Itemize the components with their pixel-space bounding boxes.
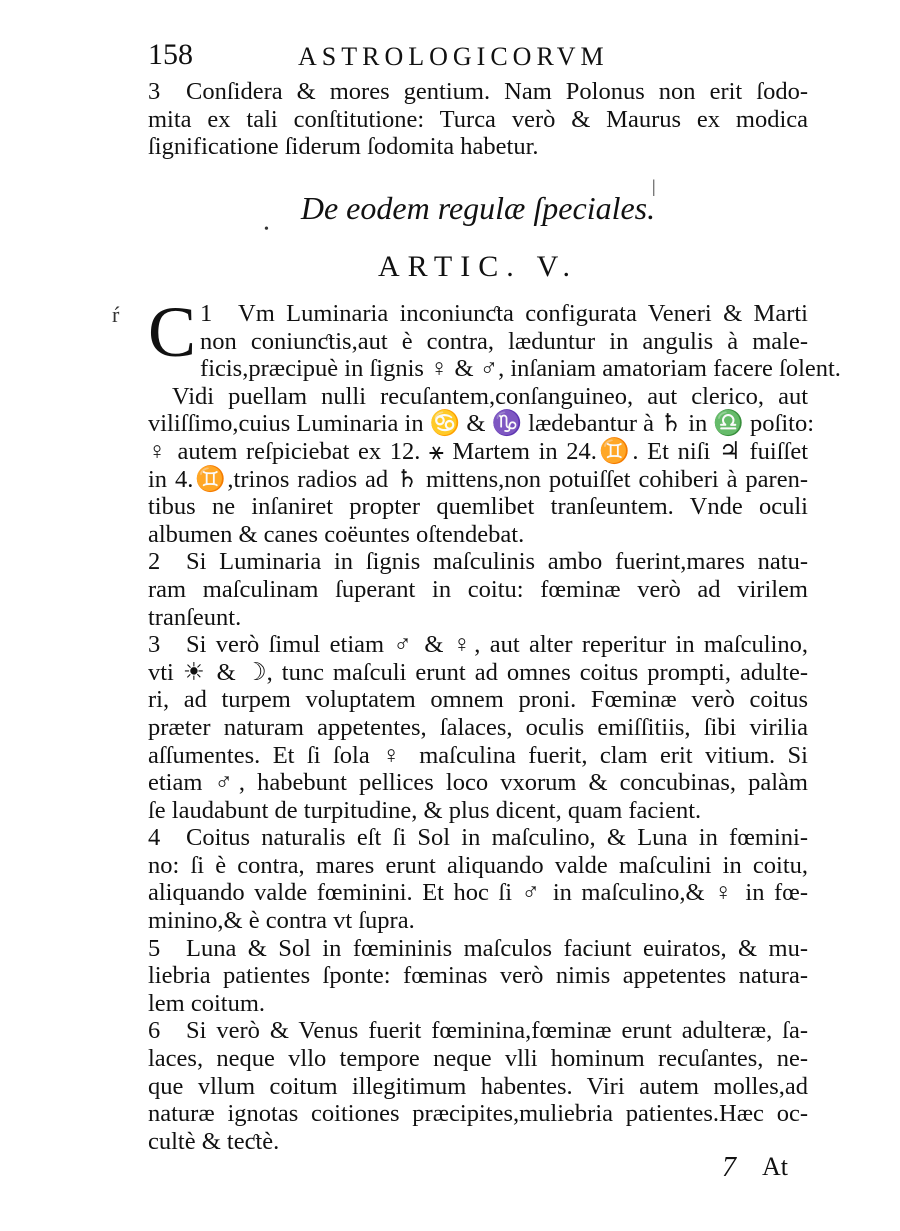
text-line: 5 Luna & Sol in fœmininis maſculos faciunt euiratos, & mu- [148,934,808,962]
text-line: 1 C Vm Luminaria inconiunƈta configurata Veneri & Marti [148,292,808,372]
paragraph-number: 5 [148,934,161,962]
text-line: liebria patientes ſponte: fœminas verò nimis appetentes natura- [148,962,808,990]
text-line: tibus ne inſaniret propter quemlibet tranſeuntem. Vnde oculi [148,493,808,521]
paragraph-number: 1 [200,300,213,327]
paragraph-3 [148,631,808,824]
paragraph-number: 3 [148,631,161,659]
section-title: De eodem regulæ ſpeciales. [300,190,656,226]
text-line: cultè & teƈtè. [148,1127,280,1155]
paragraph-number: 2 [148,548,161,576]
text-line: 2 Si Luminaria in ſignis maſculinis ambo fuerint,mares natu- [148,548,808,576]
text-line: ♀ autem reſpiciebat ex 12. ⚹ Martem in 24.♊. Et niſi ♃ fuiſſet [148,437,808,465]
paragraph-5 [148,935,808,1018]
text-line: albumen & canes coëuntes oſtendebat. [148,520,525,548]
paragraph-1 [148,292,841,548]
paragraph-6 [148,1017,808,1155]
ink-speck: • [264,222,269,237]
text-line: præter naturam appetentes, ſalaces, oculis emiſſitiis, ſibi virilia [148,713,808,741]
page-header [148,38,808,78]
text-line: laces, neque vllo tempore neque vlli hominum recuſantes, ne- [148,1045,808,1073]
text-line: tranſeunt. [148,603,242,631]
text-line: vti ☀ & ☽, tunc maſculi erunt ad omnes coitus prompti, adulte- [148,658,808,686]
text-line: ram maſculinam ſuperant in coitu: fœminæ verò ad virilem [148,575,808,603]
text-line: viliſſimo,cuius Luminaria in ♋ & ♑ lædebantur à ♄ in ♎ poſito: [148,410,815,438]
text-line: ſe laudabunt de turpitudine, & plus dicent, quam facient. [148,796,702,824]
running-head: ASTROLOGICORVM [298,42,609,71]
text-line: aſſumentes. Et ſi ſola ♀ maſculina fuerit, clam erit vitium. Si [148,741,808,769]
catchword: At [762,1152,788,1181]
text-line: no: ſi è contra, mares erunt aliquando valde maſculini in coitu, [148,851,808,879]
text-line: Vidi puellam nulli recuſantem,conſanguineo, aut clerico, aut [172,382,808,410]
text-line: ri, ad turpem voluptatem omnem proni. Fœminæ verò coitus [148,686,808,714]
text-line: 3 Conſidera & mores gentium. Nam Polonus non erit ſodo- [148,78,808,105]
article-body [148,292,841,1155]
paragraph-4 [148,824,808,934]
intro-paragraph [148,78,808,161]
signature-number: 7 [722,1152,736,1183]
text-line: 6 Si verò & Venus fuerit fœminina,fœminæ erunt adulteræ, ſa- [148,1017,808,1045]
text-line: aliquando valde fœminini. Et hoc ſi ♂ in maſculino,& ♀ in fœ- [148,879,808,907]
text-line: ſignificatione ſiderum ſodomita habetur. [148,133,539,161]
paragraph-2 [148,548,808,631]
text-line: in 4.♊,trinos radios ad ♄ mittens,non potuiſſet cohiberi à paren- [148,465,808,493]
paragraph-number: 3 [148,78,161,105]
text-line: etiam ♂, habebunt pellices loco vxorum & concubinas, palàm [148,769,808,797]
text-line: mita ex tali conſtitutione: Turca verò & Maurus ex modica [148,105,808,133]
article-heading: ARTIC. V. [378,250,578,283]
drop-cap: C [148,292,197,372]
text-line: naturæ ignotas coitiones præcipites,muliebria patientes.Hæc oc- [148,1100,808,1128]
page-number: 158 [148,38,193,71]
text-line: minino,& è contra vt ſupra. [148,907,415,935]
text-line: 3 Si verò ſimul etiam ♂ & ♀, aut alter reperitur in maſculino, [148,631,808,659]
text-line: non coniunƈtis,aut è contra, læduntur in angulis à male- [200,327,808,355]
paragraph-number: 4 [148,824,161,852]
text-line: lem coitum. [148,989,266,1017]
text-line: que vllum coitum illegitimum habentes. Viri autem molles,ad [148,1072,808,1100]
margin-mark: | [652,176,656,196]
text-line: 4 Coitus naturalis eſt ſi Sol in maſculino, & Luna in fœmini- [148,824,808,852]
margin-mark: ŕ [112,302,120,327]
text-line: ficis,præcipuè in ſignis ♀ & ♂, inſaniam amatoriam facere ſolent. [200,355,841,383]
paragraph-number: 6 [148,1017,161,1045]
